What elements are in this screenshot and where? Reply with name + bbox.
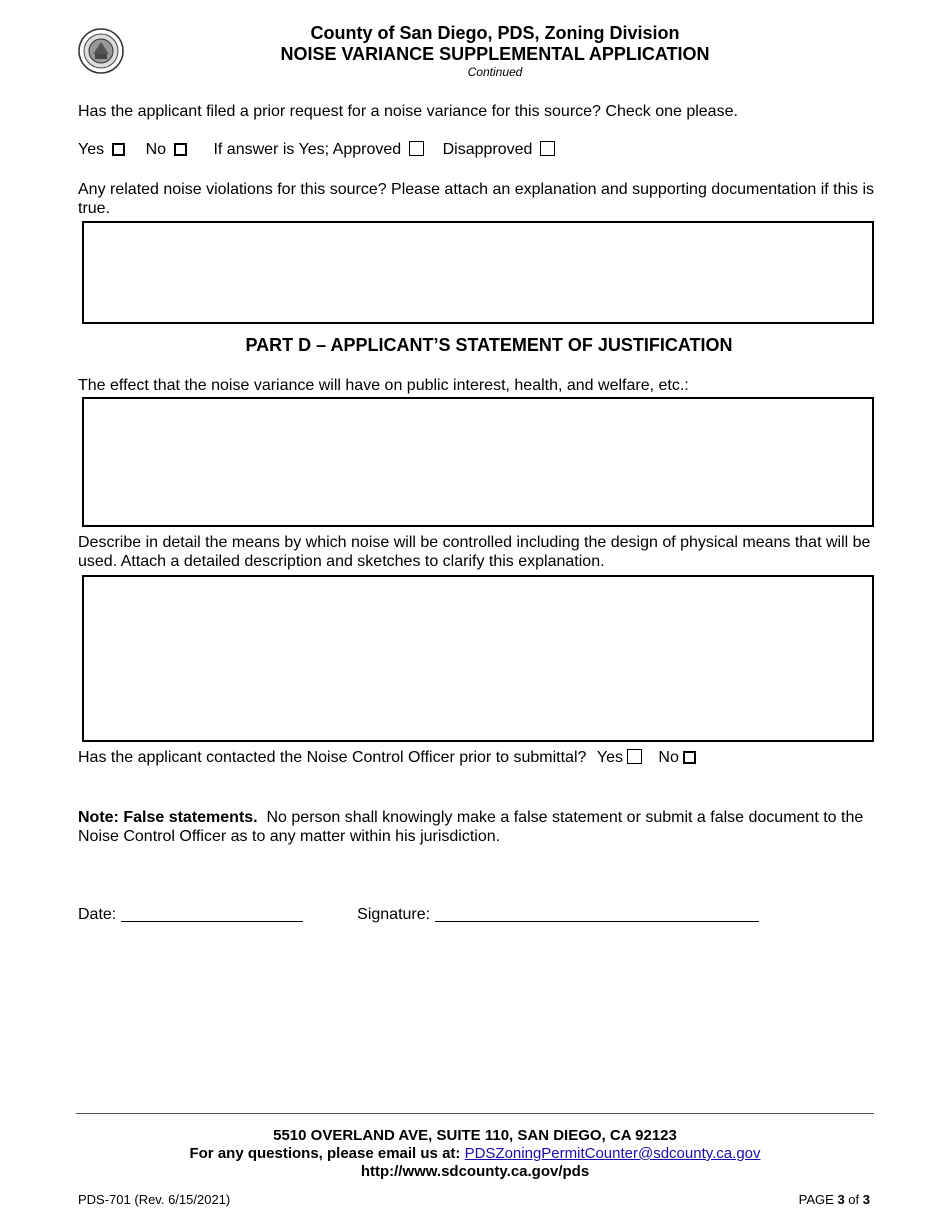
date-line[interactable] [121,905,303,922]
page-label: PAGE [798,1192,834,1207]
prior-approved-checkbox[interactable] [409,141,424,156]
footer-website: http://www.sdcounty.ca.gov/pds [360,1163,590,1180]
signature-line[interactable] [435,905,759,922]
contact-row [78,748,878,767]
prior-disapproved-label: Disapproved [442,141,533,158]
page-current: 3 [837,1192,845,1207]
contact-no-checkbox[interactable] [683,751,696,764]
prior-no-label: No [145,141,167,158]
footer-questions-label: For any questions, please email us at: [189,1145,461,1162]
contact-no-label: No [658,749,679,766]
means-answer-box[interactable] [82,575,874,742]
form-id: PDS-701 (Rev. 6/15/2021) [78,1192,231,1207]
part-d-title: PART D – APPLICANT’S STATEMENT OF JUSTIFICATION [245,335,733,355]
date-label: Date: [78,906,117,923]
header-county-title: County of San Diego, PDS, Zoning Division [310,23,680,43]
page-number [799,1192,870,1207]
means-label: Describe in detail the means by which noise will be controlled including the design of physical means that will be used. Attach a detailed description and sketches to clarify this explanation. [78,534,871,570]
contact-question: Has the applicant contacted the Noise Control Officer prior to submittal? [78,749,587,766]
note-text: No person shall knowingly make a false statement or submit a false document to the Noise Control Officer as to any matter within his jurisdiction. [78,809,864,845]
effect-answer-box[interactable] [82,397,874,527]
footer-email-link[interactable]: PDSZoningPermitCounter@sdcounty.ca.gov [464,1145,761,1162]
prior-disapproved-checkbox[interactable] [540,141,555,156]
signature-label: Signature: [357,906,431,923]
page-of: of [848,1192,860,1207]
header-form-title: NOISE VARIANCE SUPPLEMENTAL APPLICATION [280,44,710,64]
prior-request-options [78,140,878,159]
signature-row [78,905,878,924]
prior-yes-checkbox[interactable] [112,143,125,156]
prior-no-checkbox[interactable] [174,143,187,156]
contact-yes-label: Yes [596,749,623,766]
prior-request-question: Has the applicant filed a prior request for a noise variance for this source? Check one please. [78,103,738,120]
violations-answer-box[interactable] [82,221,874,324]
effect-label: The effect that the noise variance will have on public interest, health, and welfare, etc.: [78,377,689,394]
footer-questions [0,1145,950,1162]
false-statement-note [78,808,878,846]
prior-if-yes-label: If answer is Yes; Approved [213,141,402,158]
prior-yes-label: Yes [78,141,105,158]
note-heading: Note: False statements. [78,809,258,826]
violations-question: Any related noise violations for this source? Please attach an explanation and supporting documentation if this is true. [78,181,875,217]
contact-yes-checkbox[interactable] [627,749,642,764]
header-continued: Continued [467,65,523,79]
page-total: 3 [862,1192,870,1207]
footer-address: 5510 OVERLAND AVE, SUITE 110, SAN DIEGO, CA 92123 [273,1127,677,1144]
footer-divider [76,1113,874,1114]
